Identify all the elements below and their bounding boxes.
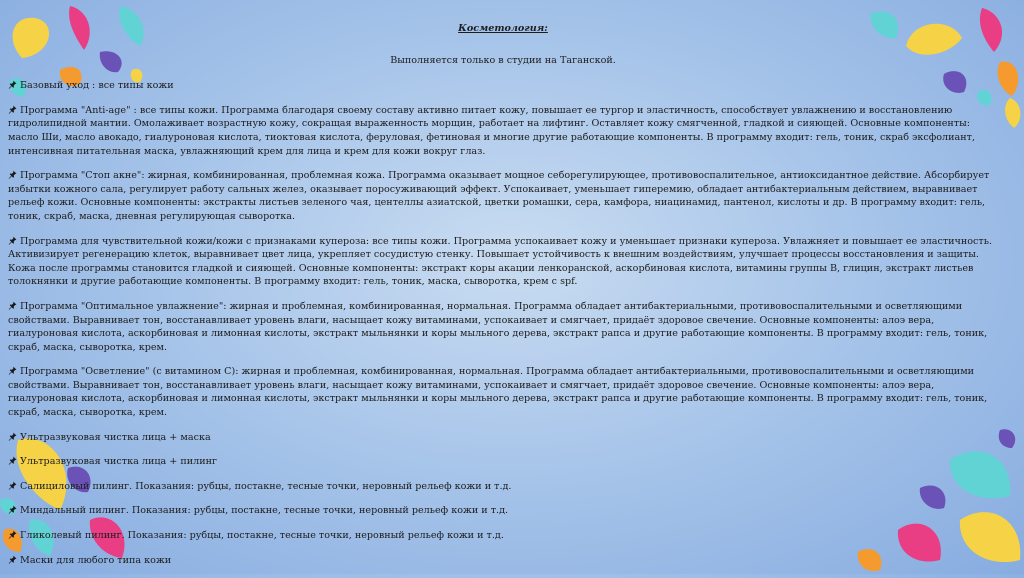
page-subtitle: Выполняется только в студии на Таганской.: [390, 54, 616, 66]
list-item-ultrasonic-mask: [8, 431, 998, 445]
list-item-almond-peeling: [8, 504, 998, 518]
pushpin-icon: [8, 505, 17, 514]
list-item-stop-acne: [8, 169, 998, 223]
pushpin-icon: [8, 555, 17, 564]
list-item-text: Маски для любого типа кожи: [20, 554, 172, 566]
slide-content: [8, 22, 998, 578]
list-item-text: Миндальный пилинг. Показания: рубцы, постакне, тесные точки, неровный рельеф кожи и т.д.: [20, 505, 509, 517]
list-item-ultrasonic-peeling: [8, 455, 998, 469]
pushpin-icon: [8, 105, 17, 114]
list-item-text: Ультразвуковая чистка лица + пилинг: [20, 456, 218, 468]
list-item-optimal-hydration: [8, 300, 998, 354]
drop-yellow-right-mid: [1005, 98, 1020, 128]
pushpin-icon: [8, 432, 17, 441]
list-item-basic-care: [8, 79, 998, 93]
list-item-text: Программа "Anti-age" : все типы кожи. Программа благодаря своему составу активно питает кожу, повышает ее тургор и эластичность, способствует увлажнению и восстановлению гидролипидной мантии. Омолаживает возрастную кожу, сокращая выраженность морщин, работает на лифтинг. Оставляет кожу смягченной, гладкой и сияющей. Основные компоненты: масло Ши, масло авокадо, гиалуроновая кислота, тиоктовая кислота, феруловая, фетиновая и многие другие работающие компоненты. В программу входит: гель, тоник, скраб эксфолиант, интенсивная питательная маска, увлажняющий крем для лица и крем для кожи вокруг глаз.: [8, 104, 976, 157]
pushpin-icon: [8, 80, 17, 89]
list-item-text: Ультразвуковая чистка лица + маска: [20, 431, 211, 443]
pushpin-icon: [8, 481, 17, 490]
list-item-salicylic-peeling: [8, 480, 998, 494]
list-item-brightening: [8, 365, 998, 419]
page-title: Косметология:: [458, 23, 548, 34]
pushpin-icon: [8, 236, 17, 245]
list-item-anti-age: [8, 104, 998, 158]
list-item-glycolic-peeling: [8, 529, 998, 543]
list-item-text: Программа "Оптимальное увлажнение": жирная и проблемная, комбинированная, нормальная. Программа обладает антибактериальными, противовоспалительными и осветляющими свойствами. Выравнивает тон, восстанавливает уровень влаги, насыщает кожу витаминами, успокаивает и смягчает, придаёт здоровое свечение. Основные компоненты: алоэ вера, гиалуроновая кислота, аскорбиновая и лимонная кислоты, экстракт мыльнянки и коры мыльного дерева, экстракт рапса и другие работающие компоненты. В программу входит: гель, тоник, скраб, маска, сыворотка, крем.: [8, 300, 988, 353]
list-item-sensitive-skin: [8, 235, 998, 289]
list-item-text: Гликолевый пилинг. Показания: рубцы, постакне, тесные точки, неровный рельеф кожи и т.д.: [20, 530, 504, 542]
list-item-text: Программа для чувствительной кожи/кожи с признаками купероза: все типы кожи. Программа успокаивает кожу и уменьшает признаки купероза. Увлажняет и повышает ее эластичность. Активизирует регенерацию клеток, выравнивает цвет лица, укрепляет сосудистую стенку. Повышает устойчивость к внешним воздействиям, улучшает процессы восстановления и защиты. Кожа после программы становится гладкой и сияющей. Основные компоненты: экстракт коры акации ленкоранской, аскорбиновая кислота, витамины группы В, глицин, экстракт листьев толокнянки и другие работающие компоненты. В программу входит: гель, тоник, маска, сыворотка, крем с spf.: [8, 235, 993, 288]
pushpin-icon: [8, 456, 17, 465]
pushpin-icon: [8, 530, 17, 539]
pushpin-icon: [8, 301, 17, 310]
drop-purple-right-small: [999, 429, 1015, 448]
pushpin-icon: [8, 366, 17, 375]
list-item-text: Программа "Стоп акне": жирная, комбинированная, проблемная кожа. Программа оказывает мощное себорегулирующее, противовоспалительное, антиоксидантное действие. Абсорбирует избытки кожного сала, регулирует работу сальных желез, оказывает поросуживающий эффект. Успокаивает, уменьшает гиперемию, обладает антибактериальным действием, выравнивает рельеф кожи. Основные компоненты: экстракты листьев зеленого чая, центеллы азиатской, цветки ромашки, сера, камфора, ниацинамид, пантенол, кислоты и др. В программу входит: гель, тоник, скраб, маска, дневная регулирующая сыворотка.: [8, 170, 990, 222]
list-item-text: Базовый уход : все типы кожи: [20, 80, 174, 92]
list-item-masks: [8, 554, 998, 568]
drop-orange-top-right: [998, 62, 1019, 96]
list-item-text: Программа "Осветление" (с витамином С): жирная и проблемная, комбинированная, нормальная. Программа обладает антибактериальными, противовоспалительными и осветляющими свойствами. Выравнивает тон, восстанавливает уровень влаги, насыщает кожу витаминами, успокаивает и смягчает, придаёт здоровое свечение. Основные компоненты: алоэ вера, гиалуроновая кислота, аскорбиновая и лимонная кислоты, экстракт мыльнянки и коры мыльного дерева, экстракт рапса и другие работающие компоненты. В программу входит: гель, тоник, скраб, маска, сыворотка, крем.: [8, 366, 988, 419]
list-item-text: Салициловый пилинг. Показания: рубцы, постакне, тесные точки, неровный рельеф кожи и т.д.: [20, 480, 512, 492]
pushpin-icon: [8, 170, 17, 179]
